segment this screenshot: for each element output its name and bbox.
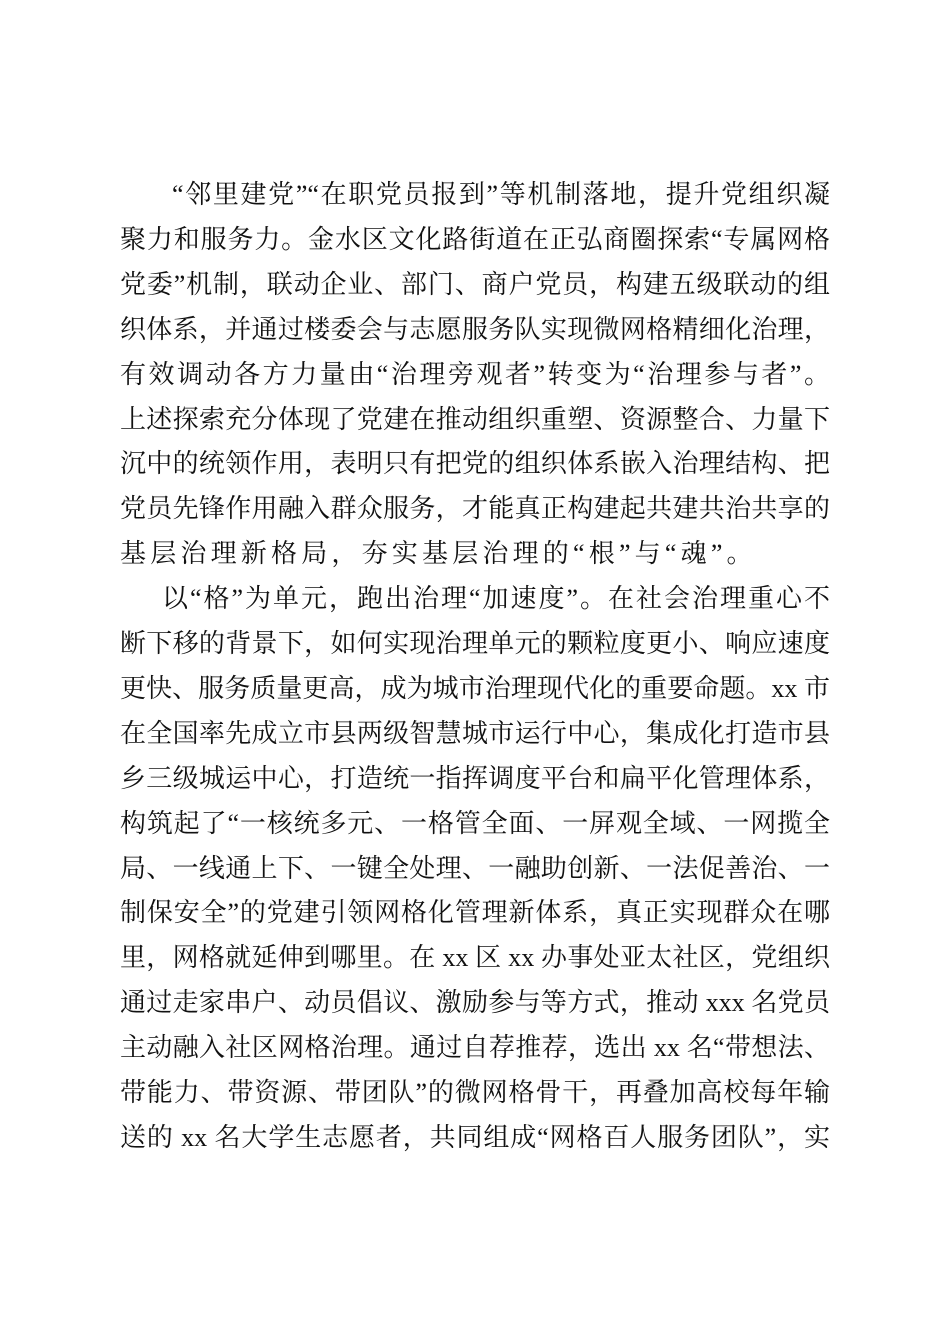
text-line: 制保安全”的党建引领网格化管理新体系，真正实现群众在哪 <box>120 898 830 928</box>
text-line: 在全国率先成立市县两级智慧城市运行中心，集成化打造市县 <box>120 718 830 748</box>
text-line: 上述探索充分体现了党建在推动组织重塑、资源整合、力量下 <box>120 404 830 434</box>
text-line: 基层治理新格局，夯实基层治理的“根”与“魂”。 <box>120 539 757 569</box>
text-line: 断下移的背景下，如何实现治理单元的颗粒度更小、响应速度 <box>120 629 830 658</box>
text-line: 党委”机制，联动企业、部门、商户党员，构建五级联动的组 <box>120 269 830 299</box>
text-line: 有效调动各方力量由“治理旁观者”转变为“治理参与者”。 <box>120 359 830 389</box>
text-line: 送的 xx 名大学生志愿者，共同组成“网格百人服务团队”，实 <box>120 1122 830 1152</box>
text-line: 主动融入社区网格治理。通过自荐推荐，选出 xx 名“带想法、 <box>120 1033 830 1063</box>
text-line: 更快、服务质量更高，成为城市治理现代化的重要命题。xx 市 <box>120 673 830 703</box>
text-line: 织体系，并通过楼委会与志愿服务队实现微网格精细化治理， <box>120 314 830 344</box>
text-line: 乡三级城运中心，打造统一指挥调度平台和扁平化管理体系， <box>120 763 830 793</box>
text-line: 以“格”为单元，跑出治理“加速度”。在社会治理重心不 <box>162 584 830 614</box>
text-line: 聚力和服务力。金水区文化路街道在正弘商圈探索“专属网格 <box>120 224 830 254</box>
text-line: 构筑起了“一核统多元、一格管全面、一屏观全域、一网揽全 <box>120 808 830 838</box>
text-line: 通过走家串户、动员倡议、激励参与等方式，推动 xxx 名党员 <box>120 988 830 1018</box>
text-line: 局、一线通上下、一键全处理、一融助创新、一法促善治、一 <box>120 853 830 883</box>
text-line: 沉中的统领作用，表明只有把党的组织体系嵌入治理结构、把 <box>120 449 830 479</box>
text-line: 里，网格就延伸到哪里。在 xx 区 xx 办事处亚太社区，党组织 <box>120 943 830 973</box>
text-line: 带能力、带资源、带团队”的微网格骨干，再叠加高校每年输 <box>120 1078 830 1107</box>
text-line: 党员先锋作用融入群众服务，才能真正构建起共建共治共享的 <box>120 494 830 524</box>
text-line: “邻里建党”“在职党员报到”等机制落地，提升党组织凝 <box>172 180 830 209</box>
